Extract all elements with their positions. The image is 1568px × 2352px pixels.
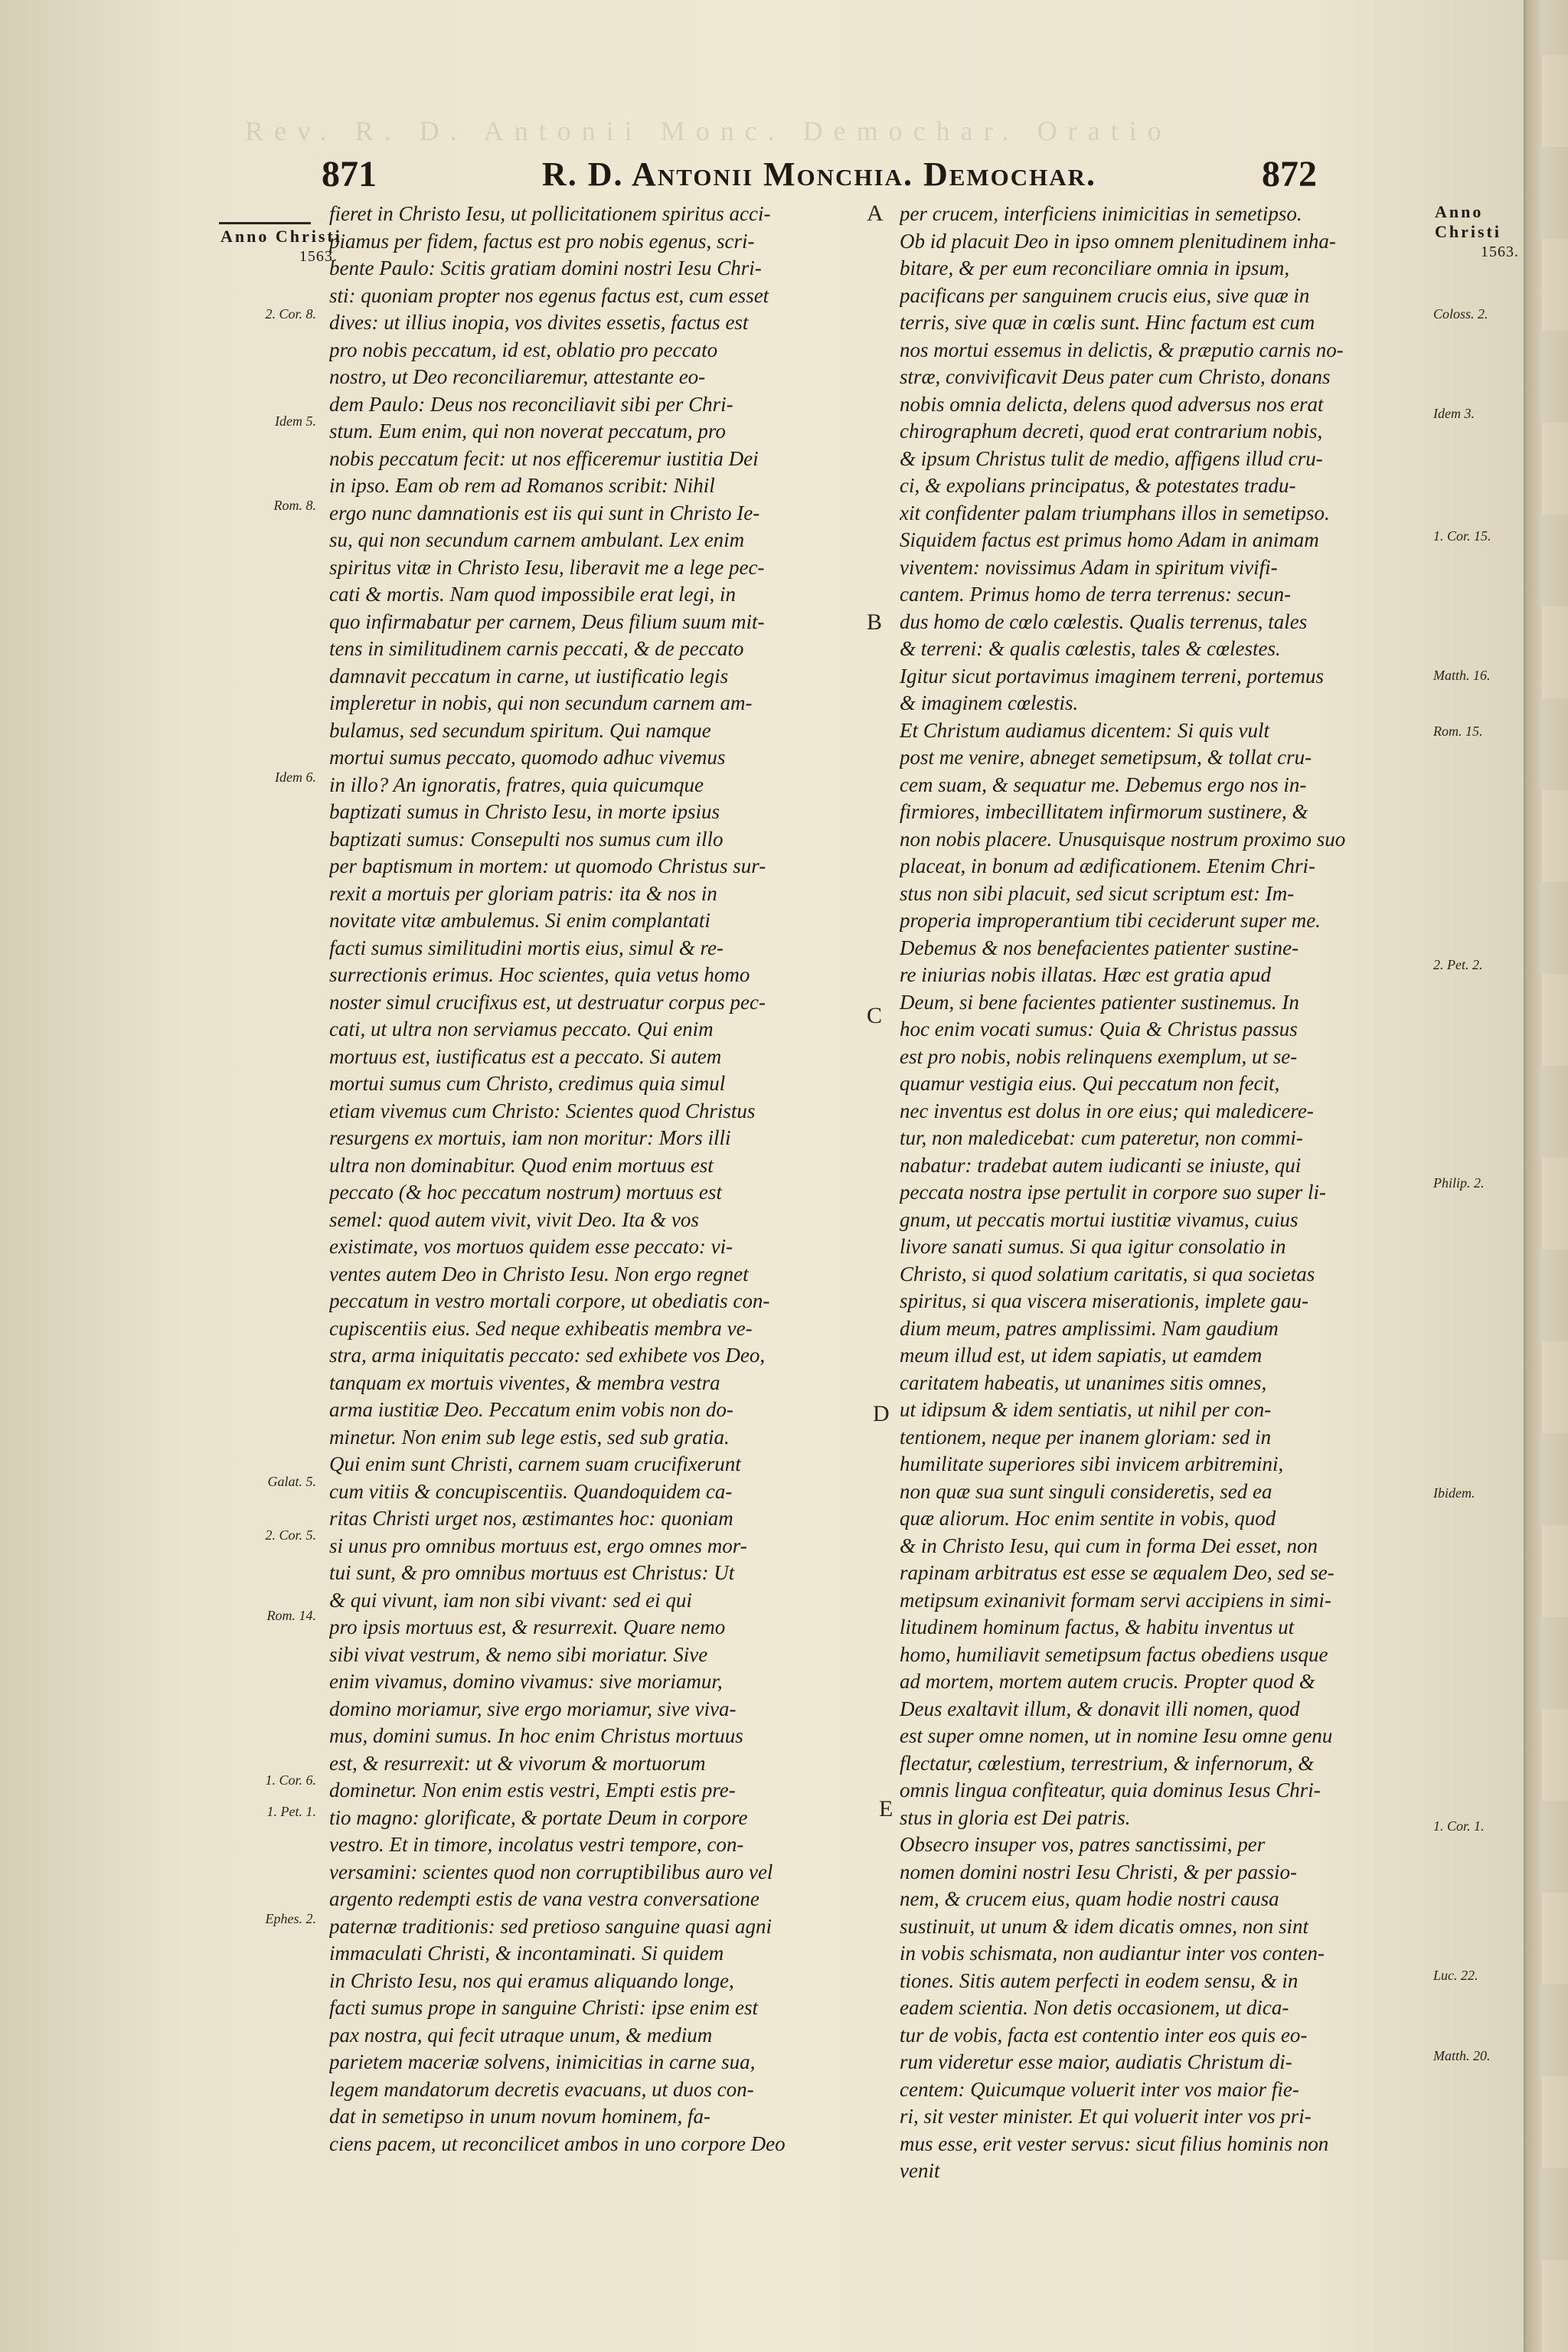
text-line: mortui sumus cum Christo, credimus quia simul	[329, 1072, 726, 1095]
text-line: tiones. Sitis autem perfecti in eodem sensu, & in	[900, 1968, 1298, 1992]
text-line: peccato (& hoc peccatum nostrum) mortuus est	[329, 1181, 722, 1204]
margin-note: 1. Cor. 15.	[1433, 528, 1491, 544]
anno-year: 1563.	[299, 248, 338, 265]
margin-note: 1. Cor. 6.	[265, 1772, 316, 1788]
text-line: parietem maceriæ solvens, inimicitias in carne sua,	[329, 2050, 756, 2073]
section-letter-e: E	[879, 1796, 893, 1821]
text-line: non nobis placere. Unusquisque nostrum proximo suo	[900, 827, 1346, 851]
text-line: quamur vestigia eius. Qui peccatum non fecit,	[900, 1072, 1280, 1095]
text-line: rapinam arbitratus est esse se æqualem Deo, sed se-	[900, 1561, 1334, 1584]
text-line: mus esse, erit vester servus: sicut filius hominis non	[900, 2132, 1329, 2155]
text-line: baptizati sumus: Consepulti nos sumus cum illo	[329, 827, 724, 851]
margin-note: 1. Cor. 1.	[1433, 1818, 1485, 1834]
text-line: nobis peccatum fecit: ut nos efficeremur iustitia Dei	[329, 446, 759, 470]
margin-note: 1. Pet. 1.	[266, 1804, 316, 1819]
text-line: stus non sibi placuit, sed sicut scriptum est: Im-	[900, 881, 1295, 905]
text-line: etiam vivemus cum Christo: Scientes quod Christus	[329, 1099, 756, 1122]
text-line: re iniurias nobis illatas. Hæc est gratia apud	[900, 963, 1272, 986]
margin-note: Ephes. 2.	[265, 1911, 316, 1926]
text-line: ventes autem Deo in Christo Iesu. Non ergo regnet	[329, 1262, 749, 1285]
margin-note: Luc. 22.	[1433, 1968, 1478, 1983]
text-line: eadem scientia. Non detis occasionem, ut dica-	[900, 1996, 1289, 2019]
left-text-column	[329, 201, 865, 2329]
text-line: nostro, ut Deo reconciliaremur, attestante eo-	[329, 365, 706, 388]
text-line: tens in similitudinem carnis peccati, & de peccato	[329, 637, 744, 660]
text-line: sustinuit, ut unum & idem dicatis omnes, non sint	[900, 1914, 1309, 1938]
section-letter-c: C	[867, 1003, 883, 1028]
text-line: dium meum, patres amplissimi. Nam gaudium	[900, 1316, 1279, 1340]
text-line: immaculati Christi, & incontaminati. Si quidem	[329, 1942, 724, 1965]
text-line: meum illud est, ut idem sapiatis, ut eamdem	[900, 1344, 1263, 1367]
text-line: spiritus, si qua viscera miserationis, implete gau-	[900, 1289, 1308, 1312]
text-line: Christo, si quod solatium caritatis, si qua societas	[900, 1262, 1315, 1285]
text-line: Qui enim sunt Christi, carnem suam crucifixerunt	[329, 1452, 741, 1475]
text-line: sibi vivat vestrum, & nemo sibi moriatur. Sive	[329, 1642, 708, 1666]
text-line: tentionem, neque per inanem gloriam: sed in	[900, 1425, 1272, 1449]
text-line: piamus per fidem, factus est pro nobis egenus, scri-	[329, 229, 755, 253]
text-line: arma iustitiæ Deo. Peccatum enim vobis non do-	[329, 1398, 733, 1421]
text-line: enim vivamus, domino vivamus: sive moriamur,	[329, 1670, 723, 1693]
margin-note: 2. Cor. 5.	[265, 1527, 316, 1543]
text-line: per baptismum in mortem: ut quomodo Christus sur-	[329, 854, 766, 877]
text-line: omnis lingua confiteatur, quia dominus Iesus Chri-	[900, 1779, 1321, 1802]
text-line: cati, ut ultra non serviamus peccato. Qui enim	[329, 1018, 714, 1040]
text-line: caritatem habeatis, ut unanimes sitis omnes,	[900, 1370, 1267, 1394]
text-line: resurgens ex mortuis, iam non moritur: Mors illi	[329, 1126, 731, 1149]
section-letter-a: A	[867, 201, 884, 226]
margin-note: Matth. 20.	[1433, 2048, 1491, 2063]
anno-label: Anno Christi	[1435, 202, 1501, 241]
text-line: Deus exaltavit illum, & donavit illi nomen, quod	[900, 1697, 1300, 1720]
text-line: ci, & expolians principatus, & potestates tradu-	[900, 474, 1296, 497]
text-line: properia improperantium tibi ceciderunt super me.	[900, 909, 1321, 932]
margin-note: Philip. 2.	[1433, 1175, 1485, 1191]
text-line: peccatum in vestro mortali corpore, ut obediatis con-	[329, 1289, 770, 1312]
text-line: cupiscentiis eius. Sed neque exhibeatis membra ve-	[329, 1316, 753, 1340]
text-line: legem mandatorum decretis evacuans, ut duos con-	[329, 2077, 754, 2101]
text-line: placeat, in bonum ad ædificationem. Etenim Chri-	[900, 854, 1315, 877]
text-line: pacificans per sanguinem crucis eius, sive quæ in	[900, 283, 1310, 307]
text-line: est pro nobis, nobis relinquens exemplum, ut se-	[900, 1044, 1298, 1068]
text-line: dat in semetipso in unum novum hominem, fa-	[329, 2105, 710, 2128]
text-line: dus homo de cœlo cœlestis. Qualis terrenus, tales	[900, 609, 1308, 633]
text-line: nec inventus est dolus in ore eius; qui maledicere-	[900, 1099, 1314, 1122]
page-edge-strip	[1542, 0, 1568, 2352]
text-line: minetur. Non enim sub lege estis, sed sub gratia.	[329, 1425, 730, 1449]
section-letter-b: B	[867, 609, 883, 635]
text-line: rum videretur esse maior, audiatis Christum di-	[900, 2050, 1292, 2073]
text-line: mortuus est, iustificatus est a peccato. Si autem	[329, 1044, 722, 1068]
margin-note: 2. Pet. 2.	[1433, 957, 1483, 972]
text-line: stræ, convivificavit Deus pater cum Christo, donans	[900, 365, 1331, 388]
text-line: ciens pacem, ut reconcilicet ambos in uno corpore Deo	[329, 2132, 786, 2155]
page-number-left: 871	[322, 154, 377, 194]
text-line: mus, domini sumus. In hoc enim Christus mortuus	[329, 1724, 743, 1747]
text-line: rexit a mortuis per gloriam patris: ita & nos in	[329, 881, 717, 905]
text-line: peccata nostra ipse pertulit in corpore suo super li-	[900, 1181, 1326, 1204]
text-line: bitare, & per eum reconciliare omnia in ipsum,	[900, 256, 1290, 279]
text-line: pro nobis peccatum, id est, oblatio pro peccato	[329, 338, 718, 361]
text-line: terris, sive quæ in cœlis sunt. Hinc factum est cum	[900, 311, 1315, 334]
text-line: xit confidenter palam triumphans illos in semetipso.	[900, 501, 1330, 524]
margin-note: Rom. 14.	[266, 1608, 316, 1623]
text-line: ut idipsum & idem sentiatis, ut nihil per con-	[900, 1398, 1272, 1421]
text-line: surrectionis erimus. Hoc scientes, quia vetus homo	[329, 963, 750, 986]
text-line: baptizati sumus in Christo Iesu, in morte ipsius	[329, 800, 720, 823]
text-line: in Christo Iesu, nos qui eramus aliquando longe,	[329, 1968, 734, 1992]
text-line: stra, arma iniquitatis peccato: sed exhibete vos Deo,	[329, 1344, 766, 1367]
text-line: stus in gloria est Dei patris.	[900, 1805, 1131, 1829]
anno-label: Anno Christi	[220, 227, 342, 246]
text-line: tio magno: glorificate, & portate Deum in corpore	[329, 1805, 748, 1829]
text-line: & terreni: & qualis cœlestis, tales & cœlestes.	[900, 637, 1281, 660]
text-line: in illo? An ignoratis, fratres, quia quicumque	[329, 773, 704, 796]
text-line: paternæ traditionis: sed pretioso sanguine quasi agni	[329, 1914, 773, 1938]
margin-note: Galat. 5.	[267, 1474, 316, 1489]
margin-note: Ibidem.	[1433, 1485, 1475, 1501]
text-line: sti: quoniam propter nos egenus factus est, cum esset	[329, 283, 769, 307]
text-line: existimate, vos mortuos quidem esse peccato: vi-	[329, 1235, 733, 1258]
text-line: nos mortui essemus in delictis, & præputio carnis no-	[900, 338, 1344, 361]
text-line: ri, sit vester minister. Et qui voluerit inter vos pri-	[900, 2105, 1312, 2128]
text-line: Igitur sicut portavimus imaginem terreni, portemus	[900, 664, 1324, 688]
text-line: ultra non dominabitur. Quod enim mortuus est	[329, 1153, 714, 1177]
text-line: in vobis schismata, non audiantur inter vos conten-	[900, 1942, 1325, 1965]
text-line: Debemus & nos benefacientes patienter sustine-	[900, 936, 1299, 959]
margin-note: Rom. 15.	[1433, 724, 1483, 739]
text-line: tui sunt, & pro omnibus mortuus est Christus: Ut	[329, 1561, 735, 1584]
text-line: mortui sumus peccato, quomodo adhuc vivemus	[329, 746, 726, 769]
text-line: humilitate superiores sibi invicem arbitremini,	[900, 1452, 1284, 1475]
text-line: hoc enim vocati sumus: Quia & Christus passus	[900, 1018, 1298, 1040]
text-line: est, & resurrexit: ut & vivorum & mortuorum	[329, 1751, 706, 1775]
margin-note: Idem 5.	[275, 413, 316, 429]
text-line: homo, humiliavit semetipsum factus obediens usque	[900, 1642, 1328, 1666]
text-line: su, qui non secundum carnem ambulant. Lex enim	[329, 528, 745, 551]
text-line: dem Paulo: Deus nos reconciliavit sibi per Chri-	[329, 392, 733, 416]
text-line: cem suam, & sequatur me. Debemus ergo nos in-	[900, 773, 1307, 796]
show-through-text: Rev. R. D. Antonii Monc. Demochar. Oratio	[245, 116, 1172, 146]
text-line: centem: Quicumque voluerit inter vos maior fie-	[900, 2077, 1299, 2101]
text-line: non quæ sua sunt singuli consideretis, sed ea	[900, 1479, 1272, 1503]
text-line: nobis omnia delicta, delens quod adversus nos erat	[900, 392, 1324, 416]
text-line: quæ aliorum. Hoc enim sentite in vobis, quod	[900, 1507, 1276, 1530]
text-line: chirographum decreti, quod erat contrarium nobis,	[900, 420, 1323, 443]
text-line: cum vitiis & concupiscentiis. Quandoquidem ca-	[329, 1479, 733, 1503]
text-line: Et Christum audiamus dicentem: Si quis vult	[900, 718, 1269, 742]
margin-note: Coloss. 2.	[1433, 306, 1488, 322]
text-line: Siquidem factus est primus homo Adam in animam	[900, 528, 1319, 551]
page-header	[322, 153, 1317, 199]
text-line: pro ipsis mortuus est, & resurrexit. Quare nemo	[329, 1615, 726, 1638]
text-line: venit	[900, 2159, 940, 2182]
text-line: flectatur, cœlestium, terrestrium, & infernorum, &	[900, 1751, 1315, 1775]
text-line: spiritus vitæ in Christo Iesu, liberavit me a lege pec-	[329, 555, 765, 579]
text-line: bulamus, sed secundum spiritum. Qui namque	[329, 718, 711, 742]
text-line: est super omne nomen, ut in nomine Iesu omne genu	[900, 1724, 1333, 1747]
text-line: & ipsum Christus tulit de medio, affigens illud cru-	[900, 446, 1323, 470]
text-line: Deum, si bene facientes patienter sustinemus. In	[900, 990, 1299, 1014]
text-line: tanquam ex mortuis viventes, & membra vestra	[329, 1370, 720, 1394]
text-line: post me venire, abneget semetipsum, & tollat cru-	[900, 746, 1312, 769]
text-line: & qui vivunt, iam non sibi vivant: sed ei qui	[329, 1588, 692, 1612]
text-line: facti sumus prope in sanguine Christi: ipse enim est	[329, 1996, 758, 2019]
anno-year: 1563.	[1481, 243, 1519, 260]
text-line: nomen domini nostri Iesu Christi, & per passio-	[900, 1860, 1298, 1883]
text-line: pax nostra, qui fecit utraque unum, & medium	[329, 2023, 713, 2047]
text-line: quo infirmabatur per carnem, Deus filium suum mit-	[329, 609, 765, 633]
text-line: gnum, ut peccatis mortui iustitiæ vivamus, cuius	[900, 1207, 1298, 1231]
text-line: & in Christo Iesu, qui cum in forma Dei esset, non	[900, 1534, 1318, 1557]
text-line: facti sumus similitudini mortis eius, simul & re-	[329, 936, 724, 959]
text-line: argento redempti estis de vana vestra conversatione	[329, 1887, 760, 1910]
text-line: ergo nunc damnationis est iis qui sunt in Christo Ie-	[329, 501, 760, 524]
text-line: versamini: scientes quod non corruptibilibus auro vel	[329, 1860, 773, 1883]
section-letter-d: D	[873, 1401, 890, 1426]
text-line: cati & mortis. Nam quod impossibile erat legi, in	[329, 583, 736, 606]
text-line: stum. Eum enim, qui non noverat peccatum, pro	[329, 420, 726, 443]
margin-note: Matth. 16.	[1433, 668, 1491, 683]
text-line: fieret in Christo Iesu, ut pollicitationem spiritus acci-	[329, 202, 771, 225]
margin-note: Rom. 8.	[273, 498, 316, 513]
text-line: dives: ut illius inopia, vos divites essetis, factus est	[329, 311, 749, 334]
text-line: damnavit peccatum in carne, ut iustificatio legis	[329, 664, 729, 688]
text-line: vestro. Et in timore, incolatus vestri tempore, con-	[329, 1833, 744, 1856]
anno-christi-left	[220, 227, 342, 266]
right-text-column	[900, 201, 1428, 2329]
page-number-right: 872	[1262, 154, 1317, 194]
margin-note: Idem 6.	[275, 769, 316, 785]
running-title: R. D. Antonii Monchia. Demochar.	[541, 155, 1097, 193]
text-line: ad mortem, mortem autem crucis. Propter quod &	[900, 1670, 1315, 1693]
text-line: bente Paulo: Scitis gratiam domini nostri Iesu Chri-	[329, 256, 762, 279]
text-line: Obsecro insuper vos, patres sanctissimi, per	[900, 1833, 1266, 1856]
text-line: domino moriamur, sive ergo moriamur, sive viva-	[329, 1697, 737, 1720]
text-line: ritas Christi urget nos, æstimantes hoc: quoniam	[329, 1507, 733, 1530]
text-line: noster simul crucifixus est, ut destruatur corpus pec-	[329, 990, 766, 1014]
text-line: Ob id placuit Deo in ipso omnem plenitudinem inha-	[900, 229, 1336, 253]
text-line: si unus pro omnibus mortuus est, ergo omnes mor-	[329, 1534, 747, 1557]
text-line: in ipso. Eam ob rem ad Romanos scribit: Nihil	[329, 474, 715, 497]
text-line: livore sanati sumus. Si qua igitur consolatio in	[900, 1235, 1286, 1258]
text-line: cantem. Primus homo de terra terrenus: secun-	[900, 583, 1292, 606]
anno-christi-right	[1435, 202, 1519, 262]
text-line: dominetur. Non enim estis vestri, Empti estis pre-	[329, 1779, 736, 1802]
text-line: semel: quod autem vivit, vivit Deo. Ita & vos	[329, 1207, 699, 1231]
text-line: nem, & crucem eius, quam hodie nostri causa	[900, 1887, 1279, 1910]
margin-note: Idem 3.	[1433, 406, 1475, 421]
text-line: tur, non maledicebat: cum pateretur, non commi-	[900, 1126, 1303, 1149]
text-line: viventem: novissimus Adam in spiritum vivifi-	[900, 555, 1278, 579]
text-line: per crucem, interficiens inimicitias in semetipso.	[900, 202, 1302, 225]
text-line: & imaginem cœlestis.	[900, 691, 1079, 714]
text-line: firmiores, imbecillitatem infirmorum sustinere, &	[900, 800, 1308, 823]
text-line: nabatur: tradebat autem iudicanti se iniuste, qui	[900, 1153, 1302, 1177]
text-line: novitate vitæ ambulemus. Si enim complantati	[329, 909, 710, 932]
text-line: metipsum exinanivit formam servi accipiens in simi-	[900, 1588, 1331, 1612]
text-line: tur de vobis, facta est contentio inter eos quis eo-	[900, 2023, 1308, 2047]
margin-note: 2. Cor. 8.	[265, 306, 316, 322]
text-line: litudinem hominum factus, & habitu inventus ut	[900, 1615, 1295, 1638]
anno-rule	[219, 222, 311, 224]
text-line: impleretur in nobis, qui non secundum carnem am-	[329, 691, 753, 714]
